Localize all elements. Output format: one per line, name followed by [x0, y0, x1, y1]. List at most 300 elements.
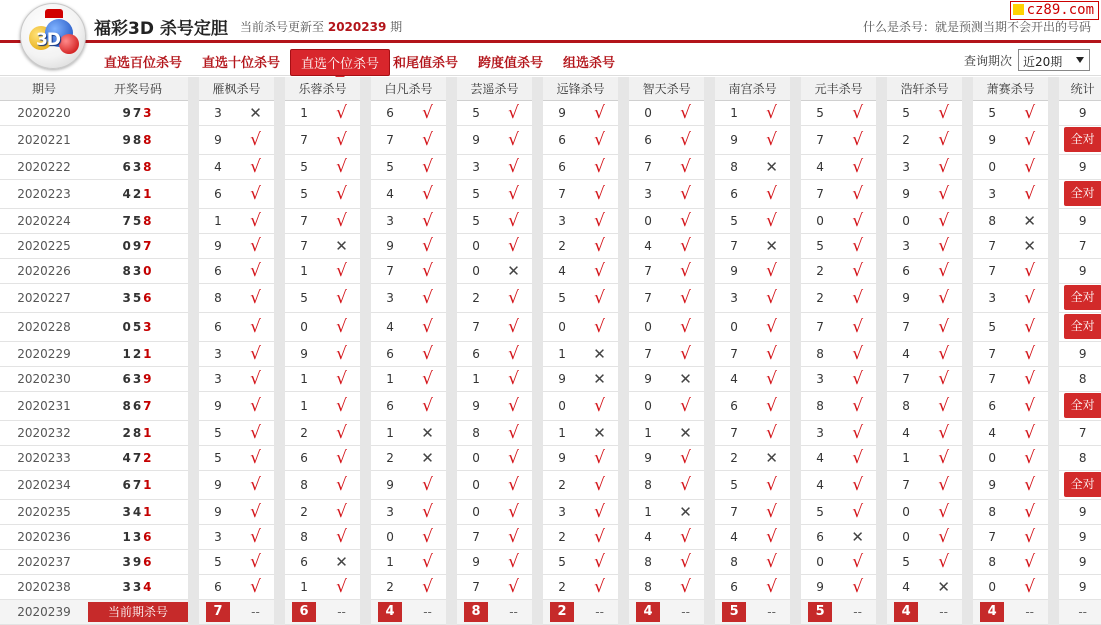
- check-icon: √: [925, 233, 962, 258]
- draw-number-cell: [88, 208, 188, 233]
- kill-number-cell: 9: [629, 445, 667, 470]
- draw-digit: 3: [122, 554, 133, 569]
- fucai-3d-logo[interactable]: [20, 3, 86, 69]
- check-icon: √: [667, 312, 704, 341]
- column-separator: [618, 179, 629, 208]
- kill-number-cell: 0: [543, 391, 581, 420]
- kill-number-cell: 2: [801, 258, 839, 283]
- check-icon: √: [495, 391, 532, 420]
- draw-digit-last: 2: [143, 450, 154, 465]
- kill-number-cell: 4: [715, 524, 753, 549]
- check-icon: √: [839, 549, 876, 574]
- column-separator: [790, 366, 801, 391]
- current-kill-number: 4: [378, 602, 402, 622]
- current-kill-number: 8: [464, 602, 488, 622]
- current-kill-label[interactable]: 当前期杀号: [88, 602, 188, 622]
- kill-number-cell: 5: [715, 208, 753, 233]
- column-separator: [446, 391, 457, 420]
- kill-number-cell: 6: [371, 100, 409, 125]
- column-separator: [876, 445, 887, 470]
- kill-number-cell: 0: [371, 524, 409, 549]
- check-icon: √: [409, 125, 446, 154]
- column-separator: [704, 233, 715, 258]
- kill-number-cell: 9: [457, 391, 495, 420]
- check-icon: √: [1011, 366, 1048, 391]
- column-separator: [1048, 312, 1059, 341]
- column-separator: [274, 420, 285, 445]
- draw-digit-last: 8: [143, 159, 154, 174]
- column-separator: [1048, 391, 1059, 420]
- column-separator: [274, 208, 285, 233]
- draw-digit: 8: [122, 398, 133, 413]
- table-header-row: [0, 77, 1101, 100]
- kill-number-cell: 1: [285, 100, 323, 125]
- check-icon: √: [323, 100, 360, 125]
- column-separator: [962, 391, 973, 420]
- cross-icon: ✕: [495, 258, 532, 283]
- column-separator: [618, 470, 629, 499]
- check-icon: √: [667, 524, 704, 549]
- column-separator: [188, 599, 199, 624]
- stat-cell: 8: [1059, 366, 1101, 391]
- check-icon: √: [753, 574, 790, 599]
- chevron-down-icon: [1076, 57, 1084, 63]
- column-separator: [618, 233, 629, 258]
- check-icon: √: [1011, 499, 1048, 524]
- draw-digit: 2: [132, 186, 144, 201]
- kill-number-cell: 2: [543, 524, 581, 549]
- check-icon: √: [1011, 100, 1048, 125]
- issue-cell: 2020228: [0, 312, 88, 341]
- cross-icon: ✕: [667, 366, 704, 391]
- kill-number-cell: 0: [715, 312, 753, 341]
- column-separator: [360, 341, 371, 366]
- draw-digit: 6: [122, 159, 133, 174]
- check-icon: √: [839, 420, 876, 445]
- cross-icon: ✕: [323, 549, 360, 574]
- column-separator: [876, 125, 887, 154]
- column-separator: [876, 599, 887, 624]
- column-separator: [876, 420, 887, 445]
- check-icon: √: [581, 445, 618, 470]
- column-separator: [618, 574, 629, 599]
- kill-number-cell: 6: [715, 391, 753, 420]
- column-separator: [360, 154, 371, 179]
- current-issue-row: [0, 599, 1101, 624]
- column-separator: [532, 366, 543, 391]
- stat-cell: 9: [1059, 341, 1101, 366]
- check-icon: √: [323, 283, 360, 312]
- draw-digit: 3: [132, 579, 144, 594]
- check-icon: √: [925, 208, 962, 233]
- kill-number-cell: 7: [629, 258, 667, 283]
- column-separator: [618, 154, 629, 179]
- check-icon: √: [925, 154, 962, 179]
- column-separator: [1048, 233, 1059, 258]
- issue-cell: 2020232: [0, 420, 88, 445]
- kill-number-cell: 2: [371, 574, 409, 599]
- column-separator: [1048, 258, 1059, 283]
- draw-number-cell: [88, 366, 188, 391]
- draw-digit: 8: [132, 132, 144, 147]
- kill-number-cell: 9: [199, 470, 237, 499]
- check-icon: √: [1011, 574, 1048, 599]
- kill-number-cell: 0: [457, 499, 495, 524]
- issue-cell: 2020237: [0, 549, 88, 574]
- draw-digit-last: 1: [143, 425, 154, 440]
- draw-digit: 8: [122, 263, 133, 278]
- check-icon: √: [753, 179, 790, 208]
- check-icon: √: [495, 283, 532, 312]
- check-icon: √: [925, 366, 962, 391]
- check-icon: √: [839, 154, 876, 179]
- draw-digit-last: 1: [143, 186, 154, 201]
- column-separator: [1048, 420, 1059, 445]
- column-separator: [704, 258, 715, 283]
- column-separator: [876, 208, 887, 233]
- column-separator: [446, 420, 457, 445]
- issue-cell: 2020225: [0, 233, 88, 258]
- table-row: [0, 574, 1101, 599]
- kill-number-cell: 0: [457, 445, 495, 470]
- kill-number-cell: 5: [199, 549, 237, 574]
- current-kill-cell: [199, 599, 237, 624]
- kill-number-cell: 4: [801, 154, 839, 179]
- check-icon: √: [237, 524, 274, 549]
- column-separator: [446, 179, 457, 208]
- column-separator: [360, 312, 371, 341]
- kill-number-cell: 4: [543, 258, 581, 283]
- column-separator: [274, 524, 285, 549]
- kill-number-cell: 8: [887, 391, 925, 420]
- pending-result: --: [495, 599, 532, 624]
- draw-digit: 0: [122, 319, 133, 334]
- check-icon: √: [495, 499, 532, 524]
- kill-number-cell: 5: [887, 549, 925, 574]
- check-icon: √: [753, 420, 790, 445]
- check-icon: √: [925, 179, 962, 208]
- all-correct-badge[interactable]: 全对: [1064, 181, 1101, 206]
- table-row: [0, 179, 1101, 208]
- kill-number-cell: 9: [199, 499, 237, 524]
- stat-cell: [1059, 312, 1101, 341]
- column-separator: [446, 312, 457, 341]
- kill-number-cell: 1: [285, 366, 323, 391]
- stat-cell: 7: [1059, 233, 1101, 258]
- column-separator: [618, 77, 629, 100]
- check-icon: √: [667, 391, 704, 420]
- all-correct-badge[interactable]: 全对: [1064, 127, 1101, 152]
- column-separator: [360, 77, 371, 100]
- check-icon: √: [839, 445, 876, 470]
- nav-tab-2[interactable]: 直选十位杀号: [202, 56, 281, 71]
- check-icon: √: [753, 258, 790, 283]
- issue-cell: 2020222: [0, 154, 88, 179]
- stat-cell: 9: [1059, 499, 1101, 524]
- kill-number-cell: 3: [457, 154, 495, 179]
- column-separator: [790, 179, 801, 208]
- column-separator: [962, 524, 973, 549]
- check-icon: √: [323, 258, 360, 283]
- kill-number-cell: 8: [715, 154, 753, 179]
- check-icon: √: [753, 312, 790, 341]
- check-icon: √: [839, 125, 876, 154]
- draw-digit-last: 6: [143, 290, 154, 305]
- pending-result: --: [581, 599, 618, 624]
- kill-number-cell: 0: [629, 391, 667, 420]
- kill-number-cell: 1: [285, 574, 323, 599]
- column-separator: [790, 154, 801, 179]
- column-separator: [446, 445, 457, 470]
- current-kill-number: 4: [894, 602, 918, 622]
- column-header-predictor: 乐蓉杀号: [285, 77, 360, 100]
- kill-number-cell: 9: [371, 470, 409, 499]
- column-header-predictor: 远锋杀号: [543, 77, 618, 100]
- kill-number-cell: 7: [715, 233, 753, 258]
- kill-number-cell: 3: [371, 499, 409, 524]
- kill-number-cell: 4: [371, 179, 409, 208]
- issue-cell: 2020231: [0, 391, 88, 420]
- kill-number-cell: 7: [457, 524, 495, 549]
- stat-cell: [1059, 125, 1101, 154]
- column-separator: [360, 100, 371, 125]
- all-correct-badge[interactable]: 全对: [1064, 393, 1101, 418]
- kill-number-cell: 6: [973, 391, 1011, 420]
- nav-tab-4[interactable]: 和尾值杀号: [393, 56, 459, 71]
- column-separator: [360, 445, 371, 470]
- check-icon: √: [839, 179, 876, 208]
- check-icon: √: [753, 499, 790, 524]
- column-separator: [274, 100, 285, 125]
- cross-icon: ✕: [581, 341, 618, 366]
- kill-number-cell: 3: [199, 100, 237, 125]
- column-header-predictor: 浩轩杀号: [887, 77, 962, 100]
- cross-icon: ✕: [753, 154, 790, 179]
- check-icon: √: [495, 233, 532, 258]
- column-separator: [618, 524, 629, 549]
- draw-digit: 1: [122, 529, 133, 544]
- column-separator: [446, 208, 457, 233]
- check-icon: √: [1011, 445, 1048, 470]
- help-text[interactable]: 什么是杀号：就是预测当期不会开出的号码: [862, 20, 1091, 34]
- issue-cell: 2020226: [0, 258, 88, 283]
- issue-cell: 2020230: [0, 366, 88, 391]
- check-icon: √: [409, 366, 446, 391]
- check-icon: √: [925, 258, 962, 283]
- column-separator: [360, 391, 371, 420]
- nav-tab-1[interactable]: 直选百位杀号: [104, 56, 183, 71]
- kill-number-cell: 7: [457, 574, 495, 599]
- column-separator: [790, 599, 801, 624]
- kill-number-cell: 6: [199, 179, 237, 208]
- stat-cell: 9: [1059, 549, 1101, 574]
- kill-number-cell: 7: [973, 341, 1011, 366]
- kill-number-cell: 4: [629, 233, 667, 258]
- column-header-stat: 统计: [1059, 77, 1101, 100]
- column-separator: [446, 366, 457, 391]
- column-separator: [1048, 445, 1059, 470]
- column-separator: [1048, 208, 1059, 233]
- kill-number-cell: 8: [801, 341, 839, 366]
- column-separator: [790, 445, 801, 470]
- kill-number-cell: 7: [629, 341, 667, 366]
- check-icon: √: [667, 549, 704, 574]
- check-icon: √: [237, 341, 274, 366]
- column-separator: [1048, 154, 1059, 179]
- column-separator: [360, 499, 371, 524]
- current-kill-cell: [543, 599, 581, 624]
- table-row: [0, 125, 1101, 154]
- check-icon: √: [667, 341, 704, 366]
- kill-number-cell: 0: [457, 233, 495, 258]
- check-icon: √: [581, 574, 618, 599]
- column-separator: [360, 524, 371, 549]
- column-separator: [790, 391, 801, 420]
- column-separator: [532, 233, 543, 258]
- column-separator: [876, 77, 887, 100]
- column-separator: [704, 154, 715, 179]
- column-separator: [188, 391, 199, 420]
- draw-number-cell: [88, 283, 188, 312]
- kill-number-cell: 8: [715, 549, 753, 574]
- kill-number-cell: 1: [371, 366, 409, 391]
- column-separator: [1048, 125, 1059, 154]
- period-select[interactable]: [1018, 49, 1090, 71]
- column-header-predictor: 雁枫杀号: [199, 77, 274, 100]
- stat-cell: [1059, 179, 1101, 208]
- check-icon: √: [1011, 524, 1048, 549]
- check-icon: √: [409, 258, 446, 283]
- check-icon: √: [667, 574, 704, 599]
- kill-number-cell: 7: [887, 312, 925, 341]
- check-icon: √: [495, 341, 532, 366]
- kill-number-cell: 7: [371, 125, 409, 154]
- column-separator: [618, 599, 629, 624]
- kill-number-cell: 9: [371, 233, 409, 258]
- kill-number-cell: 6: [715, 574, 753, 599]
- update-info: [240, 18, 402, 35]
- check-icon: √: [1011, 470, 1048, 499]
- check-icon: √: [925, 125, 962, 154]
- check-icon: √: [753, 125, 790, 154]
- check-icon: √: [409, 499, 446, 524]
- draw-number-cell: [88, 420, 188, 445]
- kill-number-cell: 3: [371, 208, 409, 233]
- column-separator: [446, 524, 457, 549]
- column-separator: [790, 420, 801, 445]
- all-correct-badge[interactable]: 全对: [1064, 472, 1101, 497]
- column-separator: [704, 574, 715, 599]
- check-icon: √: [925, 312, 962, 341]
- column-separator: [1048, 549, 1059, 574]
- column-separator: [446, 125, 457, 154]
- check-icon: √: [839, 391, 876, 420]
- check-icon: √: [839, 341, 876, 366]
- column-separator: [446, 154, 457, 179]
- nav-tab-3[interactable]: 直选个位杀号: [290, 49, 390, 76]
- nav-tab-6[interactable]: 组选杀号: [563, 56, 616, 71]
- column-separator: [704, 100, 715, 125]
- check-icon: √: [839, 208, 876, 233]
- column-separator: [962, 233, 973, 258]
- column-separator: [1048, 599, 1059, 624]
- issue-cell: 2020229: [0, 341, 88, 366]
- current-label-cell: [88, 599, 188, 624]
- kill-number-cell: 5: [801, 499, 839, 524]
- kill-number-cell: 7: [801, 125, 839, 154]
- kill-number-cell: 5: [285, 179, 323, 208]
- issue-cell: 2020234: [0, 470, 88, 499]
- check-icon: √: [495, 524, 532, 549]
- column-separator: [532, 258, 543, 283]
- kill-number-cell: 0: [887, 499, 925, 524]
- column-separator: [446, 233, 457, 258]
- check-icon: √: [323, 312, 360, 341]
- column-separator: [876, 524, 887, 549]
- cross-icon: ✕: [667, 420, 704, 445]
- kill-number-cell: 7: [715, 499, 753, 524]
- column-separator: [618, 208, 629, 233]
- column-separator: [876, 312, 887, 341]
- check-icon: √: [1011, 549, 1048, 574]
- kill-number-cell: 0: [629, 312, 667, 341]
- site-watermark[interactable]: [1010, 1, 1099, 20]
- kill-number-cell: 5: [973, 312, 1011, 341]
- all-correct-badge[interactable]: 全对: [1064, 285, 1101, 310]
- column-separator: [360, 549, 371, 574]
- check-icon: √: [237, 283, 274, 312]
- check-icon: √: [409, 341, 446, 366]
- kill-number-cell: 7: [973, 258, 1011, 283]
- column-separator: [274, 470, 285, 499]
- nav-tab-5[interactable]: 跨度值杀号: [478, 56, 544, 71]
- check-icon: √: [581, 179, 618, 208]
- column-separator: [446, 100, 457, 125]
- issue-cell: 2020221: [0, 125, 88, 154]
- check-icon: √: [925, 391, 962, 420]
- column-separator: [962, 499, 973, 524]
- draw-number-cell: [88, 258, 188, 283]
- issue-cell: 2020223: [0, 179, 88, 208]
- logo-ball-icon: [59, 34, 79, 54]
- column-separator: [446, 574, 457, 599]
- stat-cell: 9: [1059, 258, 1101, 283]
- column-separator: [876, 100, 887, 125]
- all-correct-badge[interactable]: 全对: [1064, 314, 1101, 339]
- table-row: [0, 366, 1101, 391]
- column-separator: [532, 499, 543, 524]
- kill-number-cell: 6: [715, 179, 753, 208]
- kill-number-cell: 4: [801, 470, 839, 499]
- kill-number-cell: 9: [973, 125, 1011, 154]
- draw-digit: 6: [132, 398, 144, 413]
- kill-number-cell: 7: [371, 258, 409, 283]
- check-icon: √: [925, 283, 962, 312]
- check-icon: √: [581, 233, 618, 258]
- kill-number-cell: 0: [629, 208, 667, 233]
- kill-number-cell: 1: [285, 391, 323, 420]
- current-kill-cell: [285, 599, 323, 624]
- kill-number-cell: 9: [457, 549, 495, 574]
- current-kill-cell: [457, 599, 495, 624]
- column-separator: [876, 283, 887, 312]
- check-icon: √: [1011, 391, 1048, 420]
- column-separator: [618, 258, 629, 283]
- kill-number-cell: 6: [629, 125, 667, 154]
- column-separator: [704, 341, 715, 366]
- column-separator: [532, 179, 543, 208]
- check-icon: √: [237, 208, 274, 233]
